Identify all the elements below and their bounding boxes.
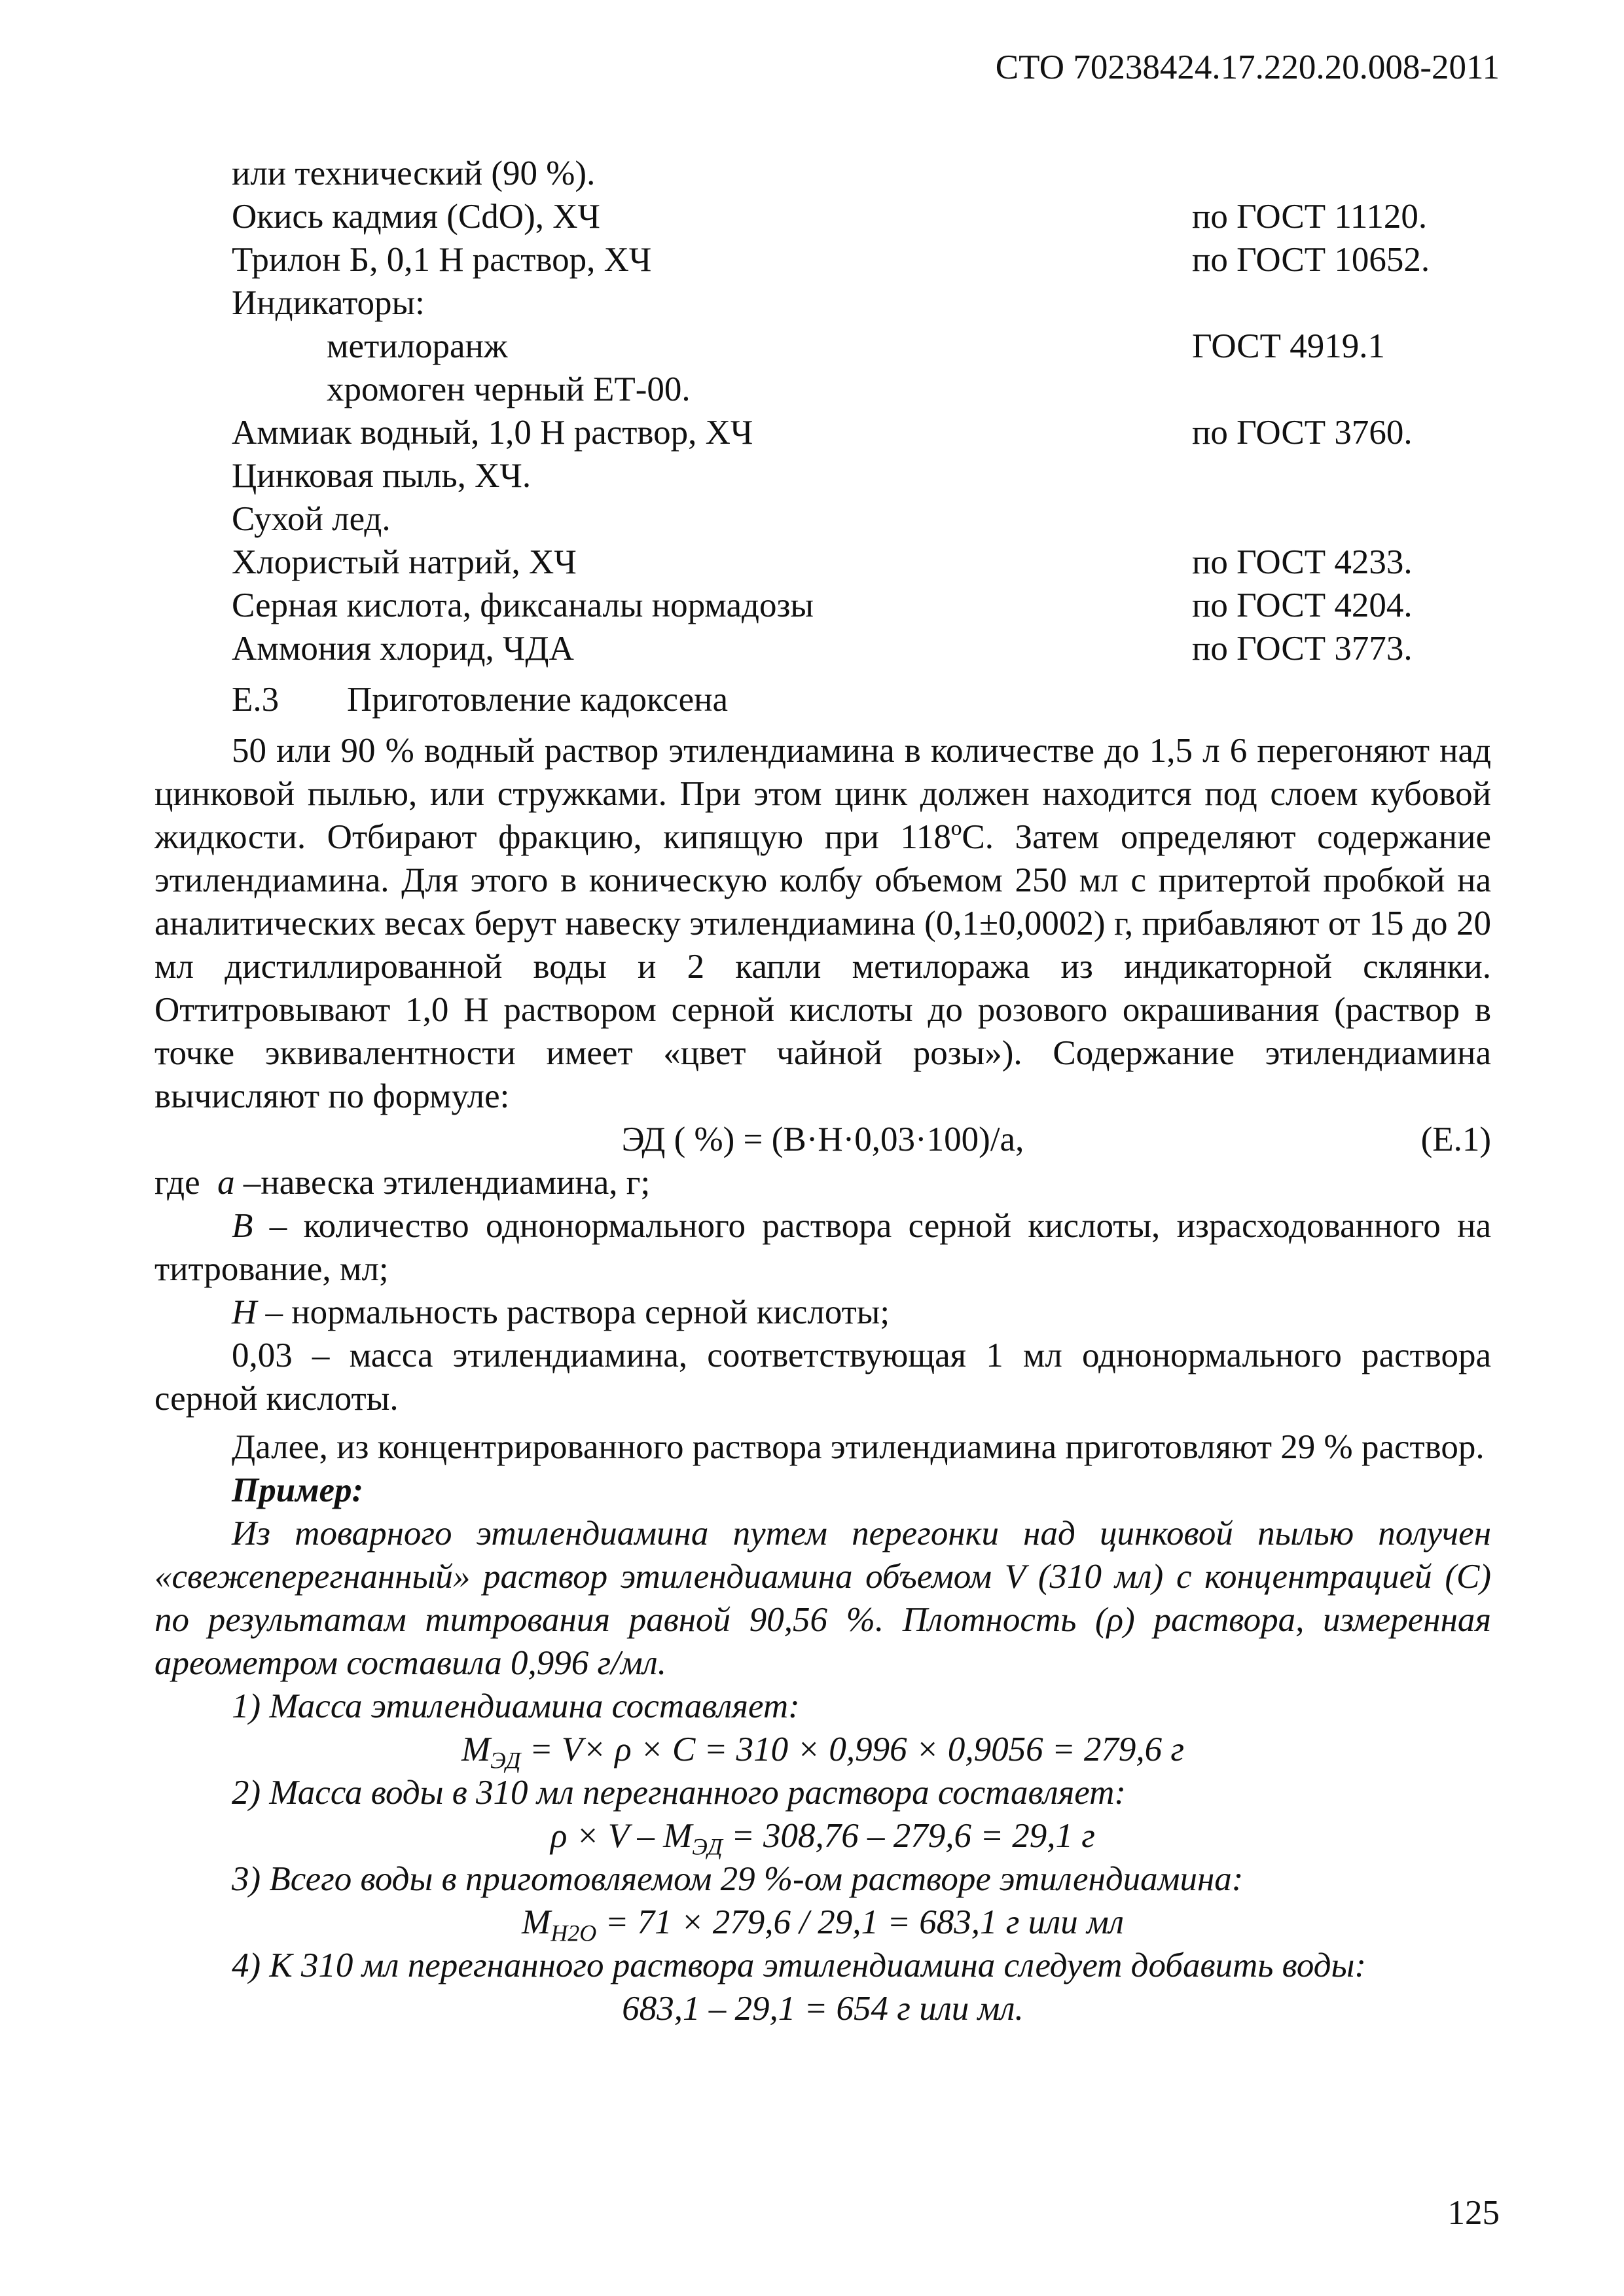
material-row: [154, 325, 1491, 368]
page-number: 125: [1447, 2194, 1500, 2232]
example-label-line: [154, 1469, 1491, 1512]
symbol-a: а: [217, 1164, 235, 1202]
material-row: [154, 368, 1491, 411]
material-row: [154, 541, 1491, 584]
example-formula-4: 683,1 – 29,1 = 654 г или мл.: [622, 1990, 1024, 2028]
material-name: Серная кислота, фиксаналы нормадозы: [232, 586, 814, 624]
preparation-paragraph: 50 или 90 % водный раствор этилендиамина в количестве до 1,5 л 6 перегоняют над цинковой пылью, или стружками. При этом цинк должен находится под слоем кубовой жидкости. Отбирают фракцию, кипящую при 118ºС. Затем определяют содержание этилендиамина. Для этого в коническую колбу объемом 250 мл с притертой пробкой на аналитических весах берут навеску этилендиамина (0,1±0,0002) г, прибавляют от 15 до 20 мл дистиллированной воды и 2 капли метилоража из индикаторной склянки. Оттитровывают 1,0 Н раствором серной кислоты до розового окрашивания (раствор в точке эквивалентности имеет «цвет чайной розы»). Содержание этилендиамина вычисляют по формуле:: [154, 732, 1491, 1115]
formula-text: ЭД ( %) = (В·Н·0,03·100)/а,: [621, 1121, 1024, 1158]
material-row: [154, 627, 1491, 670]
material-row: [154, 281, 1491, 325]
example-step-4: 4) К 310 мл перегнанного раствора этилендиамина следует добавить воды:: [232, 1946, 1367, 1984]
material-row: [154, 454, 1491, 497]
example-step-2: 2) Масса воды в 310 мл перегнанного раствора составляет:: [232, 1774, 1127, 1812]
section-title: Приготовление кадоксена: [347, 681, 729, 719]
example-step-3: 3) Всего воды в приготовляемом 29 %-ом растворе этилендиамина:: [232, 1860, 1244, 1898]
material-row: [154, 238, 1491, 281]
material-name: Окись кадмия (CdO), ХЧ: [232, 198, 600, 236]
material-row: [154, 411, 1491, 454]
material-gost: по ГОСТ 3760.: [1192, 414, 1413, 452]
symbol-b: В: [232, 1207, 253, 1245]
example-label: Пример:: [232, 1471, 364, 1509]
section-heading: [154, 678, 1491, 721]
material-row: [154, 584, 1491, 627]
material-name: Цинковая пыль, ХЧ.: [232, 457, 532, 495]
material-name: Аммиак водный, 1,0 Н раствор, ХЧ: [232, 414, 753, 452]
material-name: хромоген черный ЕТ-00.: [327, 370, 691, 408]
formula-e1: [154, 1118, 1491, 1161]
section-number: Е.3: [232, 681, 280, 719]
standard-code-header: СТО 70238424.17.220.20.008-2011: [995, 48, 1500, 86]
material-row: [154, 497, 1491, 541]
page-content: [154, 152, 1491, 2030]
material-row: [154, 152, 1491, 195]
material-gost: ГОСТ 4919.1: [1192, 327, 1385, 365]
example-step-1: 1) Масса этилендиамина составляет:: [232, 1687, 800, 1725]
material-gost: по ГОСТ 11120.: [1192, 198, 1428, 236]
material-name: Индикаторы:: [232, 284, 425, 322]
where-line-h: [154, 1291, 1491, 1334]
where-line-a: [154, 1161, 1491, 1204]
material-name: или технический (90 %).: [232, 154, 596, 192]
example-formula-3: $М_{Н2О} = 71 \times 279,6 / 29,1 = 683,1$ г или мл: [522, 1903, 1124, 1946]
symbol-h-desc: – нормальность раствора серной кислоты;: [257, 1293, 890, 1331]
material-name: Трилон Б, 0,1 Н раствор, ХЧ: [232, 241, 652, 279]
example-formula-2: $\rho \times V - М_{ЭД} = 308,76 - 279,6 = 29,1$ г: [550, 1817, 1095, 1860]
material-name: метилоранж: [327, 327, 508, 365]
material-gost: по ГОСТ 10652.: [1192, 241, 1430, 279]
symbol-h: Н: [232, 1293, 257, 1331]
material-gost: по ГОСТ 4233.: [1192, 543, 1413, 581]
material-name: Сухой лед.: [232, 500, 391, 538]
example-paragraph: Из товарного этилендиамина путем перегонки над цинковой пылью получен «свежеперегнанный» раствор этилендиамина объемом V (310 мл) с концентрацией (С) по результатам титрования равной 90,56 %. Плотность (ρ) раствора, измеренная ареометром составила 0,996 г/мл.: [154, 1515, 1491, 1682]
example-formula-1: $М_{ЭД} = V\times \rho \times С = 310 \times 0,996 \times 0,9056 = 279,6$ г: [461, 1731, 1185, 1774]
material-gost: по ГОСТ 4204.: [1192, 586, 1413, 624]
material-row: [154, 195, 1491, 238]
materials-list: [154, 152, 1491, 670]
material-name: Аммония хлорид, ЧДА: [232, 630, 574, 668]
where-line-c: 0,03 – масса этилендиамина, соответствующая 1 мл однонормального раствора серной кислоты.: [154, 1336, 1491, 1418]
formula-ref: (Е.1): [1420, 1121, 1491, 1158]
material-gost: по ГОСТ 3773.: [1192, 630, 1413, 668]
symbol-b-desc: – количество однонормального раствора серной кислоты, израсходованного на титрование, мл;: [154, 1207, 1491, 1288]
symbol-a-desc: –навеска этилендиамина, г;: [234, 1164, 651, 1202]
material-name: Хлористый натрий, ХЧ: [232, 543, 577, 581]
where-lead: где: [154, 1164, 200, 1202]
where-line-b: [154, 1204, 1491, 1291]
dilution-paragraph: Далее, из концентрированного раствора этилендиамина приготовляют 29 % раствор.: [232, 1428, 1485, 1466]
